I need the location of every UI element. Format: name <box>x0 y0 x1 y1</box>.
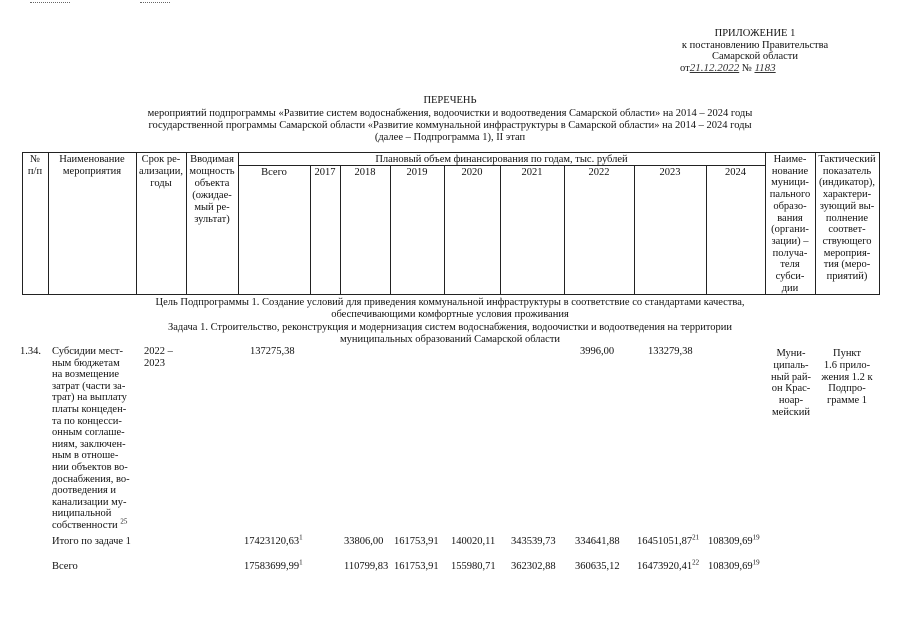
goal-line2: обеспечивающими комфортные условия проживания <box>331 309 569 320</box>
grand-total-2019: 155980,71 <box>451 561 496 572</box>
total-task-2021: 334641,88 <box>575 536 620 547</box>
number-prefix: № <box>741 63 752 74</box>
total-task-2019: 140020,11 <box>451 536 496 547</box>
grand-total-2023: 108309,69$^{19}$ <box>708 558 760 572</box>
col-header-2023: 2023 <box>659 167 681 178</box>
col-header-indicator: Тактический показатель (индикатор), характери- зующий вы- полнение соответ- ствующего мероприя- тия (меро- приятий) <box>818 154 876 283</box>
col-header-2018: 2018 <box>354 167 376 178</box>
grand-total-2018: 161753,91 <box>394 561 439 572</box>
total-task-2017: 33806,00 <box>344 536 384 547</box>
row-indicator: Пункт 1.6 прило- жения 1.2 к Подпро- грамме 1 <box>821 348 873 407</box>
goal-line1: Цель Подпрограммы 1. Создание условий для приведения коммунальной инфраструктуры в соответствие со стандартами качества, <box>155 297 745 308</box>
appendix-line1: к постановлению Правительства <box>681 40 829 51</box>
row-2022: 3996,00 <box>580 346 615 357</box>
appendix-line2: Самарской области <box>712 51 798 62</box>
col-header-2020: 2020 <box>461 167 483 178</box>
col-header-capacity: Вводимая мощность объекта (ожидае- мый ре- зультат) <box>189 154 235 225</box>
document-line2: государственной программы Самарской области «Развитие коммунальной инфраструктуры в Самарской области» на 2014 – 2024 годы <box>148 120 752 131</box>
total-task-2020: 343539,73 <box>511 536 556 547</box>
col-header-financing: Плановый объем финансирования по годам, тыс. рублей <box>375 154 628 165</box>
row-term: 2022 – 2023 <box>144 346 173 369</box>
grand-total-2020: 362302,88 <box>511 561 556 572</box>
total-task-label: Итого по задаче 1 <box>52 536 131 547</box>
grand-total-label: Всего <box>52 561 78 572</box>
scan-mark <box>30 2 70 3</box>
col-header-2022: 2022 <box>588 167 610 178</box>
row-name: Субсидии мест- ным бюджетам на возмещение затрат (части за- трат) на выплату платы концеден- та по концесси- онным соглаше- ниям, заключен- ным в отноше- нии объектов во- доснабжения, во- доотведения и канализации му- ниципальной собственности $^{25}$ <box>52 346 130 531</box>
col-header-term: Срок ре- ализации, годы <box>139 154 183 189</box>
total-task-2023: 108309,69$^{19}$ <box>708 533 760 547</box>
date-value: 21.12.2022 <box>689 62 740 74</box>
col-header-2017: 2017 <box>314 167 336 178</box>
row-municipality: Муни- ципаль- ный рай- он Крас- ноар- мейский <box>771 348 811 418</box>
task-line1: Задача 1. Строительство, реконструкция и модернизация систем водоснабжения, водоочистки и водоотведения на территории <box>168 322 732 333</box>
document-heading: ПЕРЕЧЕНЬ <box>423 95 477 106</box>
grand-total-2017: 110799,83 <box>344 561 389 572</box>
date-prefix: от <box>680 63 690 74</box>
total-task-2018: 161753,91 <box>394 536 439 547</box>
col-header-2019: 2019 <box>406 167 428 178</box>
row-total: 137275,38 <box>250 346 295 357</box>
col-header-municipality: Наиме- нование муници- пального образо- вания (органи- зации) – получа- теля субси- дии <box>769 154 811 294</box>
appendix-date-line <box>680 62 840 75</box>
document-line1: мероприятий подпрограммы «Развитие систем водоснабжения, водоочистки и водоотведения Самарской области» на 2014 – 2024 годы <box>147 108 753 119</box>
total-task-2022: 16451051,87$^{21}$ <box>637 533 700 547</box>
col-header-2024: 2024 <box>725 167 746 178</box>
grand-total-total: 17583699,99$^1$ <box>244 558 303 572</box>
col-header-total: Всего <box>261 167 287 178</box>
grand-total-2021: 360635,12 <box>575 561 620 572</box>
number-value: 1183 <box>754 62 776 74</box>
grand-total-2022: 16473920,41$^{22}$ <box>637 558 700 572</box>
scan-mark <box>140 2 170 3</box>
col-header-2021: 2021 <box>521 167 543 178</box>
task-line2: муниципальных образований Самарской области <box>339 334 561 345</box>
col-header-num: № п/п <box>27 154 43 177</box>
document-line3: (далее – Подпрограмма 1), II этап <box>374 132 526 143</box>
col-header-name: Наименование мероприятия <box>59 154 125 177</box>
total-task-total: 17423120,63$^1$ <box>244 533 303 547</box>
row-num: 1.34. <box>20 346 41 357</box>
row-2023: 133279,38 <box>648 346 693 357</box>
appendix-title: ПРИЛОЖЕНИЕ 1 <box>714 28 796 39</box>
